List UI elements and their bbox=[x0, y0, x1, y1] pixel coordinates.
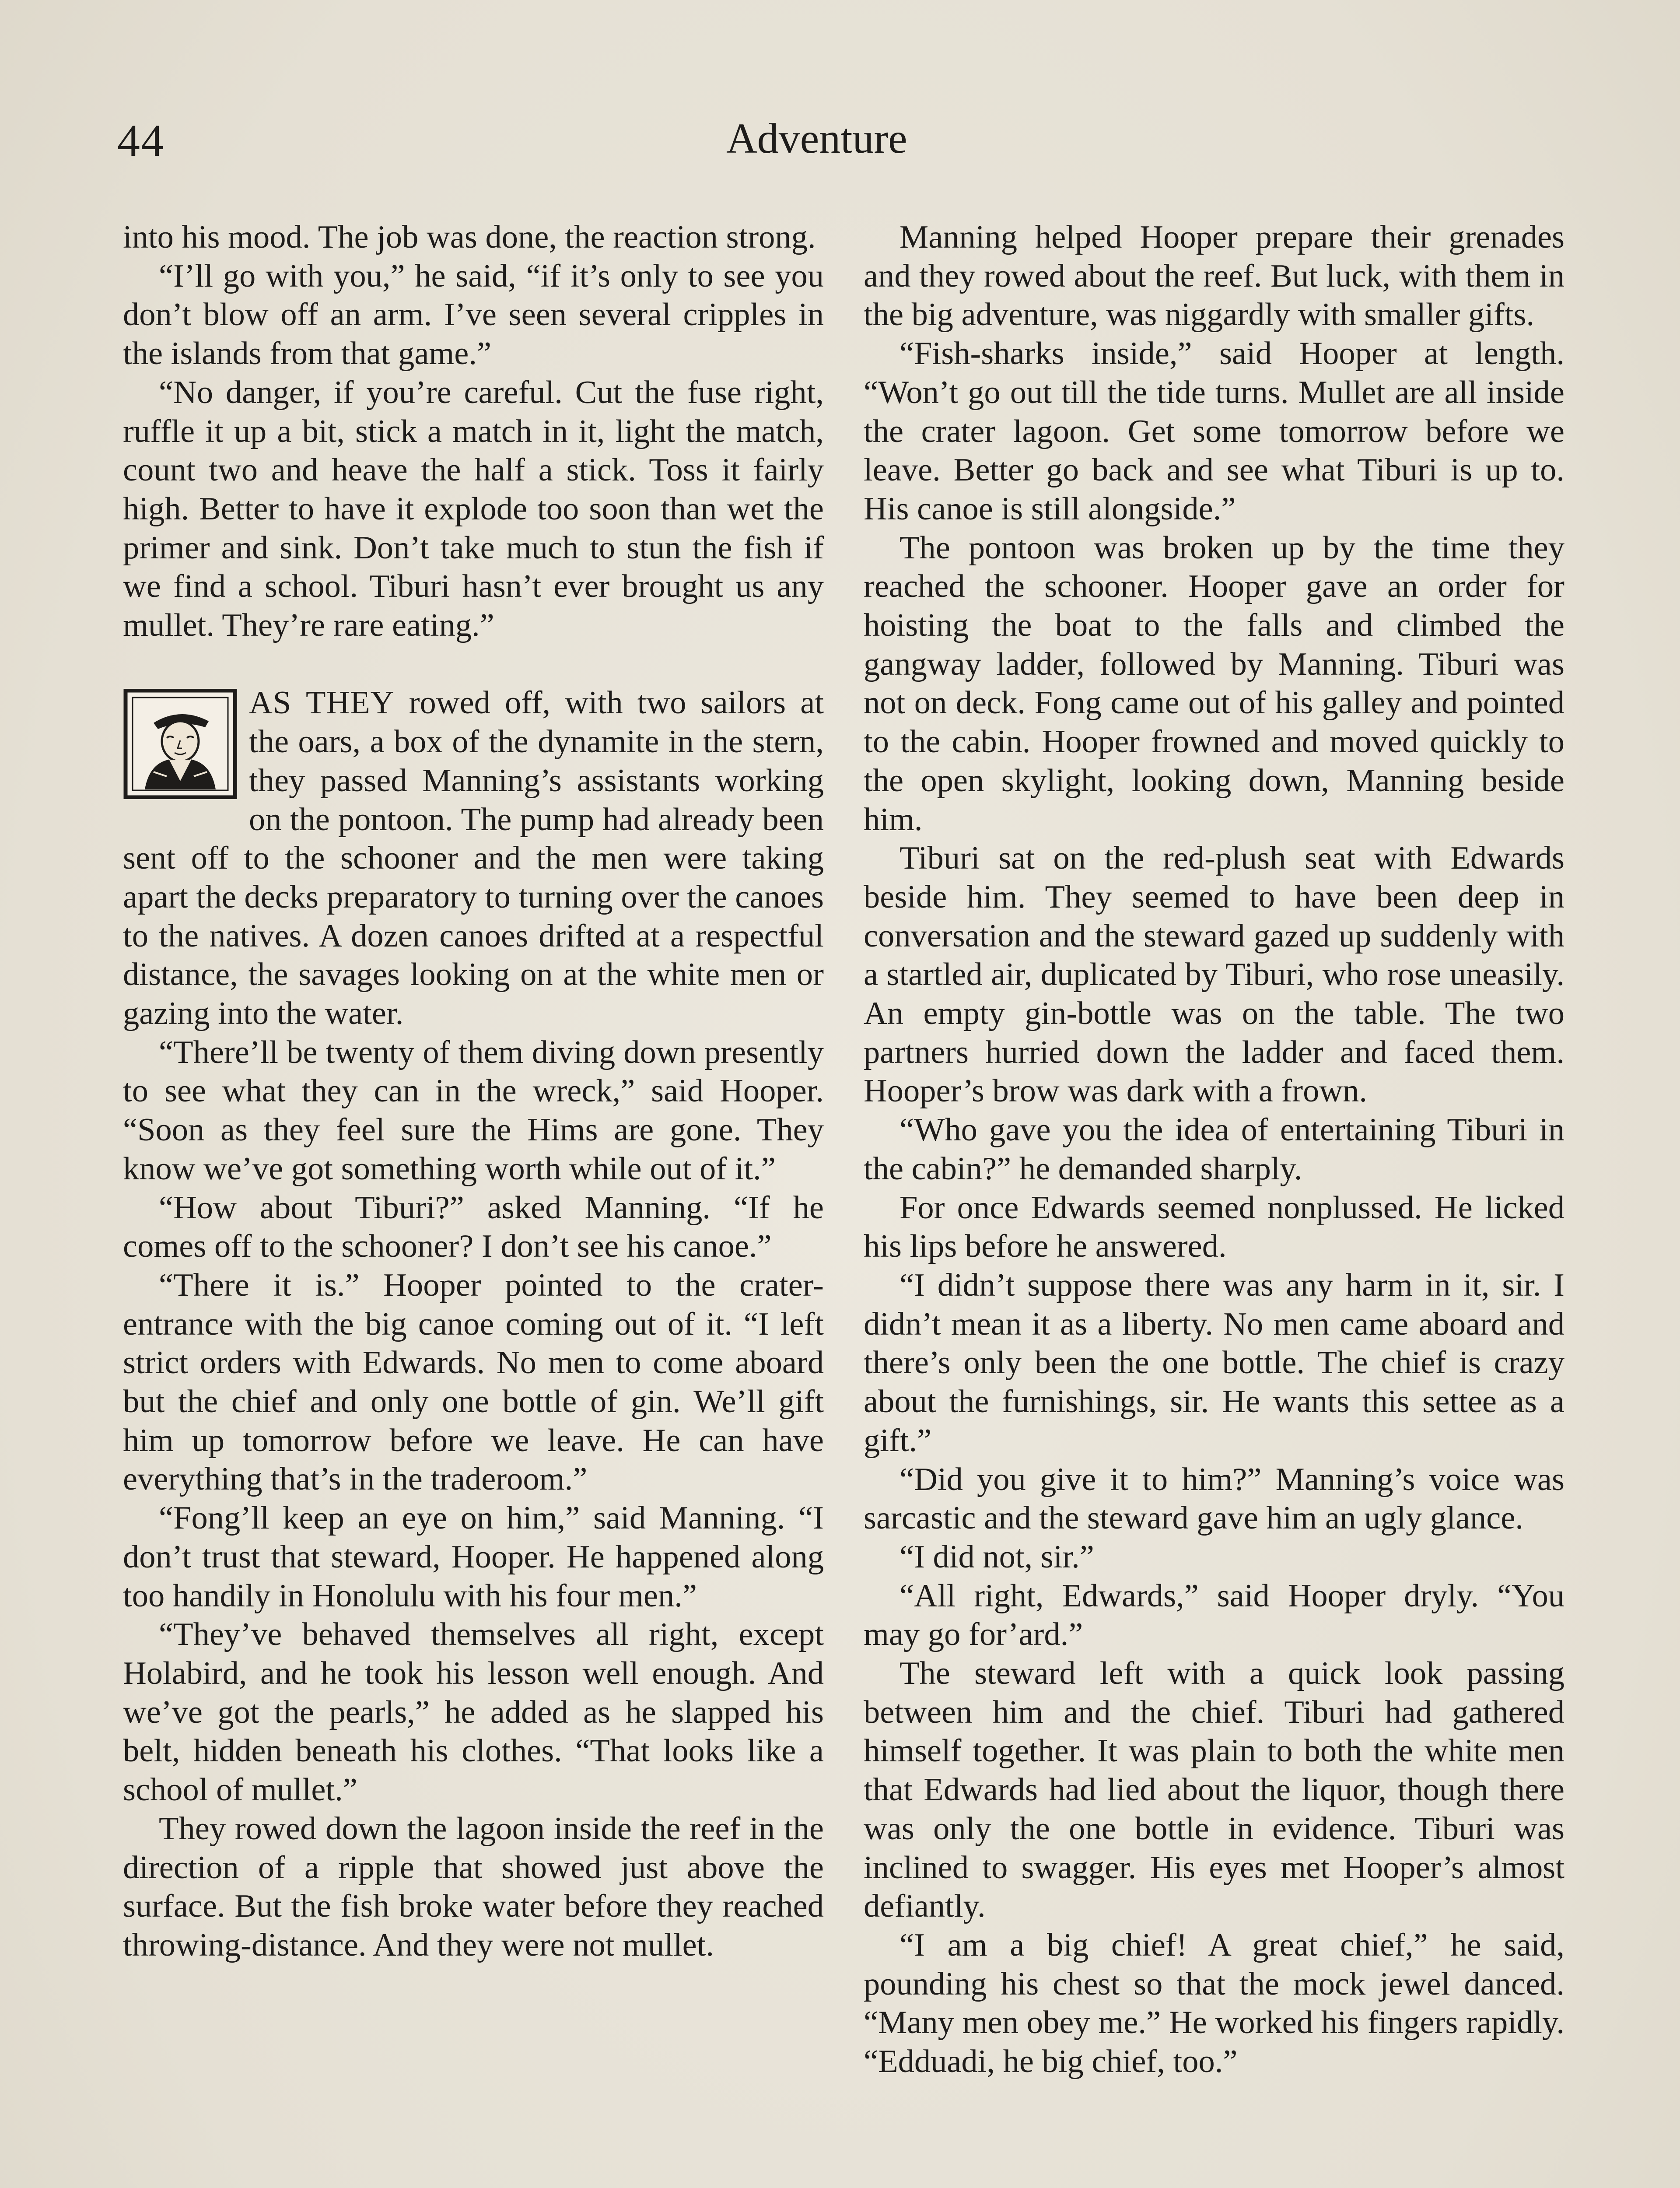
paragraph: The pontoon was broken up by the time they reached the schooner. Hooper gave an order for hoisting the boat to the falls and climbed the gangway ladder, followed by Manning. Tiburi was not on deck. Fong came out of his galley and pointed to the cabin. Hooper frowned and moved quickly to the open skylight, looking down, Manning beside him. bbox=[864, 529, 1564, 838]
paragraph: For once Edwards seemed nonplussed. He licked his lips before he answered. bbox=[864, 1189, 1564, 1265]
paragraph: “All right, Edwards,” said Hooper dryly. “You may go for’ard.” bbox=[864, 1578, 1564, 1653]
paragraph: “How about Tiburi?” asked Manning. “If he comes off to the schooner? I don’t see his canoe.” bbox=[123, 1189, 824, 1265]
paragraph: “Fish-sharks inside,” said Hooper at length. “Won’t go out till the tide turns. Mullet are all inside the crater lagoon. Get some tomorrow before we leave. Better go back and see what Tiburi is up to. His canoe is still alongside.” bbox=[864, 336, 1564, 527]
paragraph: “I’ll go with you,” he said, “if it’s only to see you don’t blow off an arm. I’ve seen several cripples in the islands from that game.” bbox=[123, 258, 824, 372]
paragraph: “No danger, if you’re careful. Cut the fuse right, ruffle it up a bit, stick a match in it, light the match, count two and heave the half a stick. Toss it fairly high. Better to have it explode too soon than wet the primer and sink. Don’t take much to stun the fish if we find a school. Tiburi hasn’t ever brought us any mullet. They’re rare eating.” bbox=[123, 374, 824, 644]
section-break bbox=[123, 645, 824, 684]
paragraph: “I did not, sir.” bbox=[900, 1539, 1094, 1575]
paragraph: “I didn’t suppose there was any harm in it, sir. I didn’t mean it as a liberty. No men came aboard and there’s only been the one bottle. The chief is crazy about the furnishings, sir. He wants this settee as a gift.” bbox=[864, 1267, 1564, 1459]
paragraph: “Did you give it to him?” Manning’s voice was sarcastic and the steward gave him an ugly glance. bbox=[864, 1461, 1564, 1536]
paragraph-text: rowed off, with two sailors at the oars, a box of the dynamite in the stern, they passed Manning’s assistants working on the pontoon. The pump had already been sent off to the schooner and the men were taking apart the decks preparatory to turning over the canoes to the natives. A dozen canoes drifted at a respectful distance, the savages looking on at the white men or gazing into the water. bbox=[123, 685, 824, 1032]
paragraph: Tiburi sat on the red-plush seat with Edwards beside him. They seemed to have been deep in conversation and the steward gazed up suddenly with a startled air, duplicated by Tiburi, who rose uneasily. An empty gin-bottle was on the table. The two partners hurried down the ladder and faced them. Hooper’s brow was dark with a frown. bbox=[864, 840, 1564, 1109]
paragraph: “I am a big chief! A great chief,” he said, pounding his chest so that the mock jewel danced. “Many men obey me.” He worked his fingers rapidly. “Edduadi, he big chief, too.” bbox=[864, 1927, 1564, 2080]
paragraph: The steward left with a quick look passing between him and the chief. Tiburi had gathered himself together. It was plain to both the white men that Edwards had lied about the liquor, though there was only the one bottle in evidence. Tiburi was inclined to swagger. His eyes met Hooper’s almost defiantly. bbox=[864, 1655, 1564, 1925]
paragraph: “They’ve behaved themselves all right, except Holabird, and he took his lesson well enough. And we’ve got the pearls,” he added as he slapped his belt, hidden beneath his clothes. “That looks like a school of mullet.” bbox=[123, 1616, 824, 1808]
paragraph: “Fong’ll keep an eye on him,” said Manning. “I don’t trust that steward, Hooper. He happened along too handily in Honolulu with his four men.” bbox=[123, 1500, 824, 1614]
paragraph: “Who gave you the idea of entertaining Tiburi in the cabin?” he demanded sharply. bbox=[864, 1112, 1564, 1187]
paragraph: into his mood. The job was done, the reaction strong. bbox=[123, 219, 816, 255]
left-column bbox=[123, 218, 824, 1965]
section-opening bbox=[123, 684, 824, 1033]
paragraph: They rowed down the lagoon inside the reef in the direction of a ripple that showed just above the surface. But the fish broke water before they reached throwing-distance. And they were not mullet. bbox=[123, 1810, 824, 1963]
paragraph: Manning helped Hooper prepare their grenades and they rowed about the reef. But luck, with them in the big adventure, was niggardly with smaller gifts. bbox=[864, 219, 1564, 333]
running-title: Adventure bbox=[726, 115, 907, 162]
right-column bbox=[864, 218, 1564, 2081]
sailor-portrait-icon bbox=[123, 689, 238, 799]
paragraph: “There’ll be twenty of them diving down presently to see what they can in the wreck,” said Hooper. “Soon as they feel sure the Hims are gone. They know we’ve got something worth while out of it.” bbox=[123, 1034, 824, 1187]
paragraph: “There it is.” Hooper pointed to the crater-entrance with the big canoe coming out of it. “I left strict orders with Edwards. No men to come aboard but the chief and only one bottle of gin. We’ll gift him up tomorrow before we leave. He can have everything that’s in the traderoom.” bbox=[123, 1267, 824, 1497]
page-number: 44 bbox=[117, 116, 164, 166]
lead-capitals: AS THEY bbox=[249, 685, 395, 721]
